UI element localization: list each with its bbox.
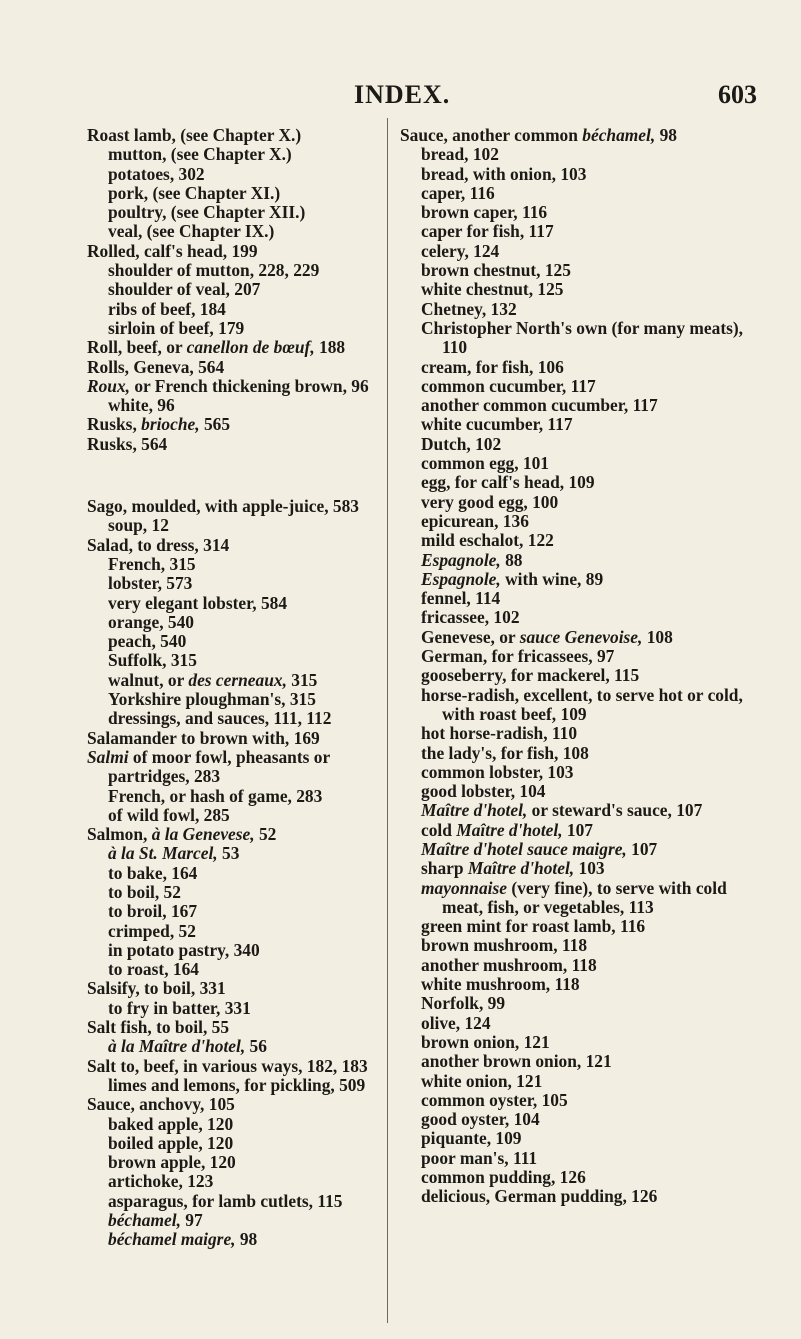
entry-italic-text: béchamel, bbox=[582, 125, 656, 145]
index-entry: Sago, moulded, with apple-juice, 583 bbox=[87, 496, 359, 517]
entry-text: cold bbox=[421, 819, 457, 840]
index-entry: the lady's, for fish, 108 bbox=[421, 742, 589, 763]
index-entry bbox=[108, 1230, 379, 1249]
entry-text: 88 bbox=[500, 549, 523, 570]
entry-text: 107 bbox=[562, 819, 593, 840]
column-divider bbox=[387, 118, 388, 1323]
index-entry: very elegant lobster, 584 bbox=[108, 592, 288, 613]
index-entry: potatoes, 302 bbox=[108, 163, 205, 184]
index-entry: cream, for fish, 106 bbox=[421, 356, 564, 377]
index-entry: mutton, (see Chapter X.) bbox=[108, 144, 292, 165]
index-entry: caper for fish, 117 bbox=[421, 221, 554, 242]
entry-text: or French thickening brown, 96 bbox=[130, 375, 369, 396]
entry-text: of moor fowl, pheasants or partridges, 283 bbox=[108, 746, 330, 787]
entry-italic-text: Maître d'hotel, bbox=[456, 819, 563, 840]
index-entry: veal, (see Chapter IX.) bbox=[108, 221, 275, 242]
index-entry: very good egg, 100 bbox=[421, 491, 559, 512]
index-entry: poor man's, 111 bbox=[421, 1147, 538, 1168]
entry-text: 107 bbox=[626, 838, 658, 859]
entry-text: Rusks, bbox=[87, 414, 142, 435]
index-entry: to roast, 164 bbox=[108, 959, 199, 980]
entry-italic-text: Maître d'hotel, bbox=[467, 858, 575, 879]
index-entry: pork, (see Chapter XI.) bbox=[108, 182, 281, 203]
index-group-r bbox=[87, 126, 379, 454]
index-entry: Salamander to brown with, 169 bbox=[87, 727, 320, 748]
index-entry: another common cucumber, 117 bbox=[421, 395, 658, 416]
entry-text: (very fine), to serve with cold meat, fish, or vegetables, 113 bbox=[442, 877, 727, 917]
index-entry bbox=[400, 126, 760, 145]
entry-text: Sauce, another common bbox=[400, 125, 583, 145]
index-entry: Rolled, calf's head, 199 bbox=[87, 240, 258, 261]
index-entry: caper, 116 bbox=[421, 182, 495, 203]
index-entry: white cucumber, 117 bbox=[421, 414, 573, 435]
index-entry: fricassee, 102 bbox=[421, 607, 520, 628]
index-entry: soup, 12 bbox=[108, 515, 169, 536]
index-entry bbox=[421, 840, 760, 859]
index-entry: to bake, 164 bbox=[108, 862, 198, 883]
index-entry: boiled apple, 120 bbox=[108, 1132, 234, 1153]
index-entry: Roast lamb, (see Chapter X.) bbox=[87, 125, 302, 145]
index-entry: another brown onion, 121 bbox=[421, 1051, 612, 1072]
entry-text: 188 bbox=[314, 337, 346, 358]
entry-italic-text: Espagnole, bbox=[421, 549, 501, 570]
index-entry bbox=[421, 879, 760, 918]
entry-italic-text: Maître d'hotel, bbox=[421, 800, 528, 821]
index-entry: orange, 540 bbox=[108, 611, 194, 632]
index-entry: another mushroom, 118 bbox=[421, 954, 597, 975]
page-number: 603 bbox=[718, 80, 757, 109]
entry-italic-text: des cerneaux, bbox=[188, 669, 287, 690]
index-entry: horse-radish, excellent, to serve hot or cold, with roast beef, 109 bbox=[421, 684, 743, 724]
index-entry bbox=[87, 748, 379, 787]
index-entry: ribs of beef, 184 bbox=[108, 298, 226, 319]
index-entry bbox=[108, 844, 379, 863]
index-entry: Salad, to dress, 314 bbox=[87, 534, 230, 555]
entry-text: 98 bbox=[235, 1229, 258, 1250]
entry-italic-text: canellon de bœuf, bbox=[186, 337, 315, 358]
index-entry: asparagus, for lamb cutlets, 115 bbox=[108, 1190, 343, 1211]
index-entry bbox=[108, 1211, 379, 1230]
index-entry bbox=[421, 551, 760, 570]
index-entry: brown mushroom, 118 bbox=[421, 935, 588, 956]
index-entry: brown apple, 120 bbox=[108, 1152, 236, 1173]
entry-italic-text: Espagnole, bbox=[421, 568, 501, 589]
group-spacer bbox=[87, 454, 379, 497]
index-entry bbox=[87, 415, 379, 434]
index-entry bbox=[421, 859, 760, 878]
entry-text: 565 bbox=[199, 414, 231, 435]
index-entry: to fry in batter, 331 bbox=[108, 997, 251, 1018]
index-column-right bbox=[400, 126, 760, 1207]
index-entry: Chetney, 132 bbox=[421, 298, 517, 319]
index-entry bbox=[108, 1037, 379, 1056]
index-entry: brown caper, 116 bbox=[421, 202, 548, 223]
entry-text: Genevese, or bbox=[421, 626, 520, 647]
index-entry: egg, for calf's head, 109 bbox=[421, 472, 595, 493]
index-entry: brown onion, 121 bbox=[421, 1031, 550, 1052]
index-entry: lobster, 573 bbox=[108, 573, 193, 594]
index-entry: epicurean, 136 bbox=[421, 510, 529, 531]
index-entry: Dutch, 102 bbox=[421, 433, 502, 454]
entry-italic-text: à la Maître d'hotel, bbox=[108, 1036, 246, 1057]
index-entry: Christopher North's own (for many meats), 110 bbox=[421, 317, 744, 358]
entry-text: 315 bbox=[286, 669, 318, 690]
index-entry: white mushroom, 118 bbox=[421, 974, 580, 995]
entry-italic-text: brioche, bbox=[141, 414, 200, 435]
entry-italic-text: sauce Genevoise, bbox=[519, 626, 643, 647]
index-entry bbox=[87, 338, 379, 357]
index-entry: white chestnut, 125 bbox=[421, 279, 564, 300]
index-entry: common oyster, 105 bbox=[421, 1089, 568, 1110]
index-entry: delicious, German pudding, 126 bbox=[421, 1186, 658, 1207]
index-entry bbox=[108, 671, 379, 690]
index-entry: shoulder of mutton, 228, 229 bbox=[108, 260, 320, 281]
page-header bbox=[0, 80, 801, 110]
entry-text: 103 bbox=[574, 858, 605, 879]
index-entry: Yorkshire ploughman's, 315 bbox=[108, 689, 316, 710]
index-entry: white, 96 bbox=[108, 395, 175, 416]
index-entry: mild eschalot, 122 bbox=[421, 530, 554, 551]
index-entry: olive, 124 bbox=[421, 1012, 491, 1033]
entry-italic-text: Salmi bbox=[87, 746, 129, 767]
index-entry: celery, 124 bbox=[421, 240, 500, 261]
index-group-s bbox=[87, 497, 379, 1250]
index-entry: common egg, 101 bbox=[421, 453, 549, 474]
index-entry: baked apple, 120 bbox=[108, 1113, 234, 1134]
entry-text: walnut, or bbox=[108, 669, 189, 690]
index-entry: good oyster, 104 bbox=[421, 1109, 540, 1130]
index-entry: bread, 102 bbox=[421, 144, 499, 165]
index-entry: limes and lemons, for pickling, 509 bbox=[108, 1074, 366, 1095]
index-entry: Salsify, to boil, 331 bbox=[87, 978, 226, 999]
index-entry: gooseberry, for mackerel, 115 bbox=[421, 665, 640, 686]
index-entry: crimped, 52 bbox=[108, 920, 196, 941]
entry-italic-text: béchamel, bbox=[108, 1210, 181, 1231]
index-entry: hot horse-radish, 110 bbox=[421, 723, 578, 744]
entry-italic-text: Roux, bbox=[87, 375, 131, 396]
index-entry: of wild fowl, 285 bbox=[108, 804, 230, 825]
entry-italic-text: mayonnaise bbox=[421, 877, 507, 898]
index-entry: poultry, (see Chapter XII.) bbox=[108, 202, 306, 223]
index-entry: dressings, and sauces, 111, 112 bbox=[108, 708, 332, 729]
index-entry: French, or hash of game, 283 bbox=[108, 785, 323, 806]
index-entry: common lobster, 103 bbox=[421, 761, 574, 782]
index-entry: common pudding, 126 bbox=[421, 1167, 586, 1188]
index-entry: peach, 540 bbox=[108, 631, 187, 652]
index-entry bbox=[421, 821, 760, 840]
index-entry: Rolls, Geneva, 564 bbox=[87, 356, 225, 377]
entry-italic-text: béchamel maigre, bbox=[108, 1229, 236, 1250]
index-entry: Norfolk, 99 bbox=[421, 993, 506, 1014]
index-entry: green mint for roast lamb, 116 bbox=[421, 916, 646, 937]
index-entry bbox=[421, 570, 760, 589]
index-entry: common cucumber, 117 bbox=[421, 375, 596, 396]
index-entry bbox=[87, 377, 379, 396]
entry-text: with wine, 89 bbox=[500, 568, 604, 589]
index-column-left bbox=[87, 126, 379, 1250]
index-entry: to broil, 167 bbox=[108, 901, 198, 922]
index-entry: Salt fish, to boil, 55 bbox=[87, 1017, 230, 1038]
index-entry: French, 315 bbox=[108, 553, 196, 574]
index-entry: Sauce, anchovy, 105 bbox=[87, 1094, 235, 1115]
index-entry: Suffolk, 315 bbox=[108, 650, 197, 671]
index-entry: brown chestnut, 125 bbox=[421, 260, 571, 281]
index-group-sauce bbox=[400, 126, 760, 1207]
index-entry: in potato pastry, 340 bbox=[108, 939, 260, 960]
index-entry: shoulder of veal, 207 bbox=[108, 279, 261, 300]
entry-text: Roll, beef, or bbox=[87, 337, 187, 358]
entry-italic-text: à la Genevese, bbox=[151, 824, 255, 845]
entry-italic-text: Maître d'hotel sauce maigre, bbox=[421, 838, 627, 859]
index-entry bbox=[87, 825, 379, 844]
entry-text: 52 bbox=[254, 824, 277, 845]
index-entry: good lobster, 104 bbox=[421, 781, 546, 802]
index-entry: piquante, 109 bbox=[421, 1128, 522, 1149]
index-entry: sirloin of beef, 179 bbox=[108, 317, 245, 338]
entry-text: 97 bbox=[180, 1210, 203, 1231]
entry-text: or steward's sauce, 107 bbox=[527, 800, 703, 821]
index-entry: Rusks, 564 bbox=[87, 433, 168, 454]
running-title: INDEX. bbox=[354, 80, 451, 109]
index-entry bbox=[421, 801, 760, 820]
index-entry: artichoke, 123 bbox=[108, 1171, 214, 1192]
index-entry: fennel, 114 bbox=[421, 588, 501, 609]
index-entry: German, for fricassees, 97 bbox=[421, 646, 615, 667]
index-entry: bread, with onion, 103 bbox=[421, 163, 587, 184]
index-entry: Salt to, beef, in various ways, 182, 183 bbox=[87, 1055, 368, 1076]
index-entry: white onion, 121 bbox=[421, 1070, 543, 1091]
entry-text: Salmon, bbox=[87, 824, 152, 845]
entry-text: 53 bbox=[217, 843, 240, 864]
entry-text: 56 bbox=[245, 1036, 267, 1057]
index-entry: to boil, 52 bbox=[108, 881, 181, 902]
index-entry bbox=[421, 628, 760, 647]
entry-text: 108 bbox=[642, 626, 673, 647]
entry-italic-text: à la St. Marcel, bbox=[108, 843, 218, 864]
entry-text: 98 bbox=[655, 125, 677, 145]
entry-text: sharp bbox=[421, 858, 468, 879]
